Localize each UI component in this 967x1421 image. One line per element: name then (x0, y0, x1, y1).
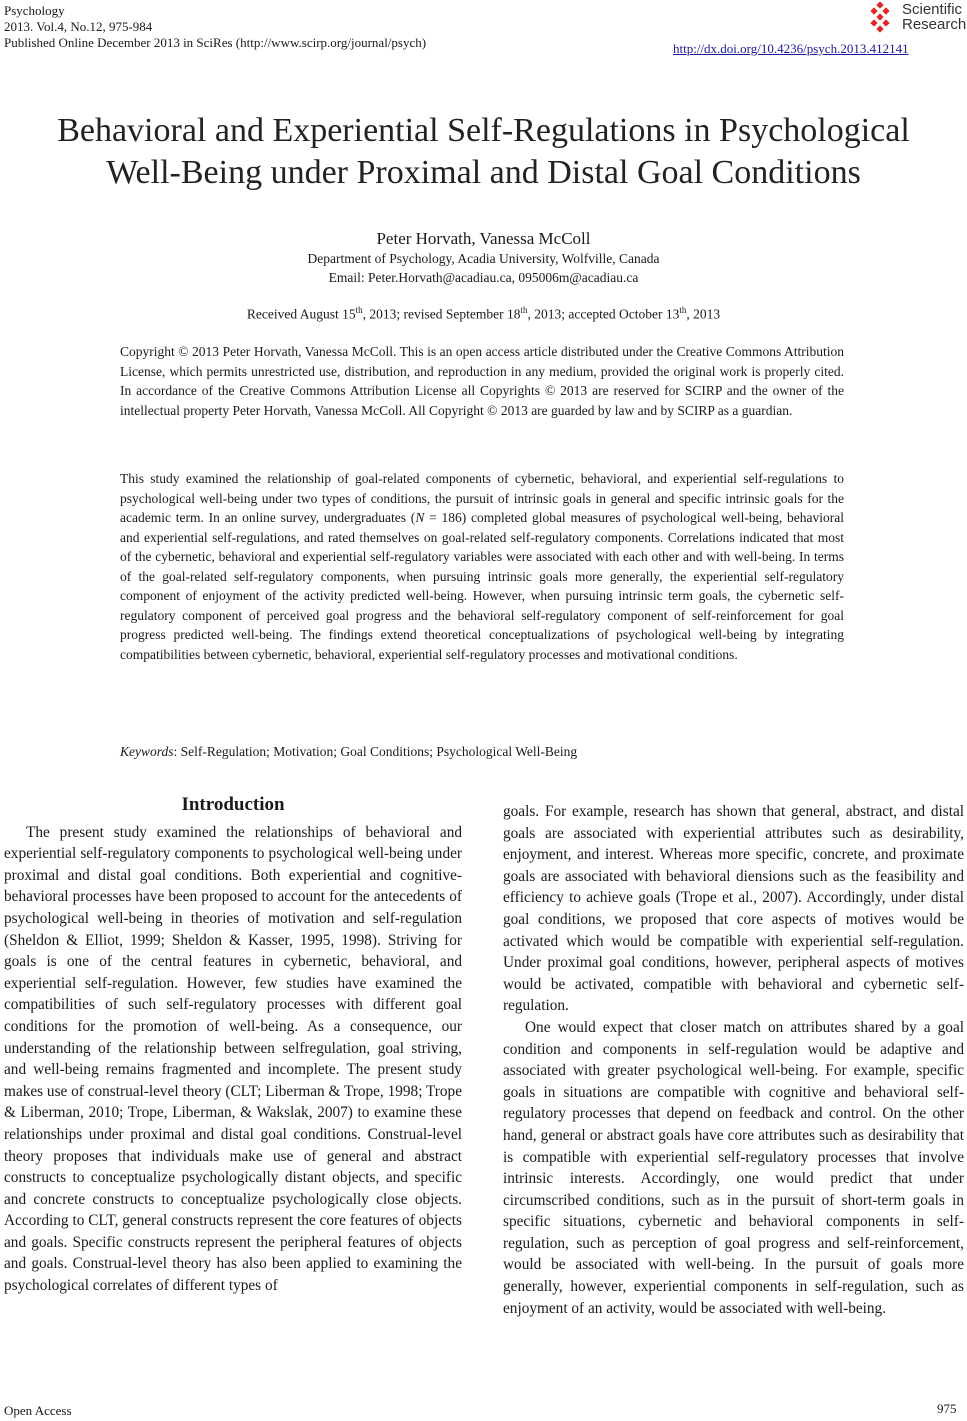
running-header (4, 3, 426, 51)
ordinal-suffix: th (355, 305, 363, 315)
keywords-label: Keywords (120, 744, 174, 759)
affiliation: Department of Psychology, Acadia University, Wolfville, Canada (307, 251, 660, 266)
abstract-text: This study examined the relationship of goal-related components of cybernetic, behavioral, and experiential self-regulations to psychological well-being under two types of conditions, the pursuit of intrinsic goals in general and specific intrinsic goals for the academic term. In an online survey, undergraduates ( (120, 471, 844, 525)
abstract (120, 469, 844, 664)
left-column (4, 794, 462, 1297)
logo-line-2: Research (902, 16, 967, 33)
logo-line-1: Scientific (902, 1, 963, 18)
volume-info: 2013. Vol.4, No.12, 975-984 (4, 19, 153, 34)
abstract-text-continued: = 186) completed global measures of psychological well-being, behavioral and experiential self-regulations, and rated themselves on goal-related self-regulatory components. Correlations indicated that most of the cybernetic, behavioral and experiential self-regulatory variables were associated with each other and with well-being. In terms of the goal-related self-regulatory components, when pursuing intrinsic goals more generally, the experiential self-regulatory component of enjoyment of the activity predicted well-being. However, when pursuing intrinsic term goals, the cybernetic self-regulatory component of perceived goal progress and the behavioral self-regulatory component of self-reinforcement for goal progress predicted well-being. The findings extend theoretical conceptualizations of psychological well-being by integrating compatibilities between cybernetic, behavioral, experiential self-regulatory processes and motivational conditions. (120, 510, 844, 662)
scirp-logo-text (902, 2, 966, 32)
intro-paragraph-1: The present study examined the relationships of behavioral and experiential self-regulatory components to psychological well-being under proximal and distal goal conditions. Both experiential and cognitive-behavioral processes have been proposed to account for the antecedents of psychological well-being in theories of motivation and self-regulation (Sheldon & Elliot, 1999; Sheldon & Kasser, 1995, 1998). Striving for goals is one of the central features in cybernetic, behavioral, and experiential self-regulation. However, few studies have examined the compatibilities of such self-regulatory processes with different goal conditions for the promotion of well-being. As a consequence, our understanding of the relationship between selfregulation, goal striving, and well-being remains fragmented and incomplete. The present study makes use of construal-level theory (CLT; Liberman & Trope, 1998; Trope & Liberman, 2010; Trope, Liberman, & Wakslak, 2007) to examine these relationships under proximal and distal goal conditions. Construal-level theory proposes that individuals make use of general and abstract constructs to conceptualize psychologically distant objects, and specific and concrete constructs to conceptualize psychologically close objects. According to CLT, general constructs represent the core features of objects and goals. Specific constructs represent the peripheral features of objects and goals. Construal-level theory has also been applied to examining the psychological correlates of different types of (4, 823, 462, 1295)
ordinal-suffix: th (679, 305, 687, 315)
intro-paragraph-3: One would expect that closer match on attributes shared by a goal condition and components in self-regulation would be adaptive and associated with greater psychological well-being. For example, specific goals in situations are compatible with cognitive and behavioral self-regulatory processes that depend on feedback and control. On the other hand, general or abstract goals have core attributes such as desirability that is compatible with experiential self-regulatory processes that involve intrinsic interests. Accordingly, one would predict that under circumscribed conditions, such as in the pursuit of short-term goals in specific situations, cybernetic and behavioral components in self-regulation, such as perception of goal progress and self-reinforcement, would be associated with well-being. In the pursuit of goals more generally, however, experiential components in self-regulation, such as enjoyment of an activity, would be associated with well-being. (503, 1018, 964, 1317)
journal-name: Psychology (4, 3, 65, 18)
footer-open-access: Open Access (4, 1403, 72, 1418)
scirp-logo-icon (868, 1, 888, 35)
affiliation-block (0, 249, 967, 287)
section-heading-introduction: Introduction (181, 794, 285, 815)
accepted-date: , 2013; accepted October 13 (527, 306, 680, 322)
keywords-list: : Self-Regulation; Motivation; Goal Conditions; Psychological Well-Being (173, 744, 578, 759)
title-line-2: Well-Being under Proximal and Distal Goal Conditions (106, 154, 861, 191)
email: Email: Peter.Horvath@acadiau.ca, 095006m@acadiau.ca (328, 270, 639, 285)
right-column (503, 801, 964, 1319)
year: , 2013 (686, 306, 721, 322)
page-number: 975 (937, 1401, 957, 1416)
received-date: Received August 15 (246, 306, 356, 322)
title-line-1: Behavioral and Experiential Self-Regulations in Psychological (57, 112, 910, 149)
intro-paragraph-2: goals. For example, research has shown that general, abstract, and distal goals are associated with experiential attributes such as desirability, enjoyment, and interest. Whereas more specific, concrete, and proximate goals are associated with behavioral diensions such as the feasibility and efficiency to achieve goals (Trope et al., 2007). Accordingly, under distal goal conditions, we proposed that core aspects of motives would be activated which would be compatible with experiential self-regulation. Under proximal goal conditions, however, peripheral aspects of motives would be activated, compatible with behavioral and cybernetic self-regulation. (503, 803, 964, 1015)
received-dates (0, 305, 967, 323)
ordinal-suffix: th (520, 305, 528, 315)
paper-title (0, 110, 967, 194)
publication-info: Published Online December 2013 in SciRes (http://www.scirp.org/journal/psych) (4, 35, 427, 50)
abstract-n-symbol: N (415, 510, 425, 525)
doi-link[interactable]: http://dx.doi.org/10.4236/psych.2013.412141 (673, 41, 909, 56)
keywords (120, 742, 844, 762)
copyright-notice: Copyright © 2013 Peter Horvath, Vanessa McColl. This is an open access article distributed under the Creative Commons Attribution License, which permits unrestricted use, distribution, and reproduction in any medium, provided the original work is properly cited. In accordance of the Creative Commons Attribution License all Copyrights © 2013 are reserved for SCIRP and the owner of the intellectual property Peter Horvath, Vanessa McColl. All Copyright © 2013 are guarded by law and by SCIRP as a guardian. (120, 344, 844, 418)
authors: Peter Horvath, Vanessa McColl (376, 229, 591, 248)
revised-date: , 2013; revised September 18 (362, 306, 521, 322)
